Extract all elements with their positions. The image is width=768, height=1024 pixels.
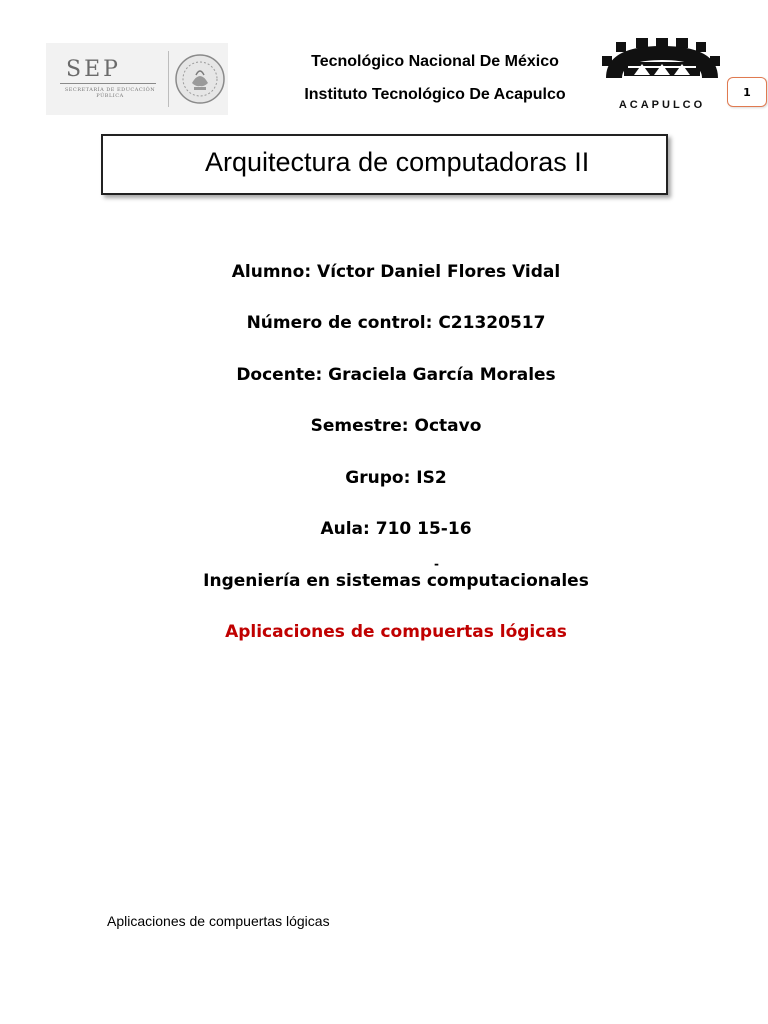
acapulco-gear-logo-icon <box>598 38 726 116</box>
title-box <box>101 134 668 195</box>
gear-logo-text: ACAPULCO <box>618 99 706 111</box>
semester: Semestre: Octavo <box>310 416 482 436</box>
degree-program: Ingeniería en sistemas computacionales <box>203 571 589 591</box>
classroom: Aula: 710 15-16 <box>320 519 472 539</box>
control-number: Número de control: C21320517 <box>246 313 546 333</box>
document-title: Arquitectura de computadoras II <box>205 147 590 177</box>
sep-logo-rule <box>60 83 156 84</box>
page-number-badge <box>727 77 767 107</box>
page-number: 1 <box>743 85 751 99</box>
group: Grupo: IS2 <box>345 468 447 488</box>
student-name: Alumno: Víctor Daniel Flores Vidal <box>231 262 561 282</box>
header-institution-line1: Tecnológico Nacional De México <box>311 53 559 70</box>
header-institution-line2: Instituto Tecnológico De Acapulco <box>304 86 566 103</box>
sep-logo-text: SEP <box>66 57 121 82</box>
sep-logo-subtext: SECRETARÍA DE EDUCACIÓN PÚBLICA <box>64 87 156 99</box>
assignment-topic: Aplicaciones de compuertas lógicas <box>225 622 567 642</box>
teacher-name: Docente: Graciela García Morales <box>236 365 556 385</box>
separator-dash: - <box>434 557 439 571</box>
sep-logo <box>46 43 228 115</box>
mexico-seal-icon <box>174 53 226 105</box>
page-footer: Aplicaciones de compuertas lógicas <box>107 913 330 929</box>
sep-logo-divider <box>168 51 169 107</box>
